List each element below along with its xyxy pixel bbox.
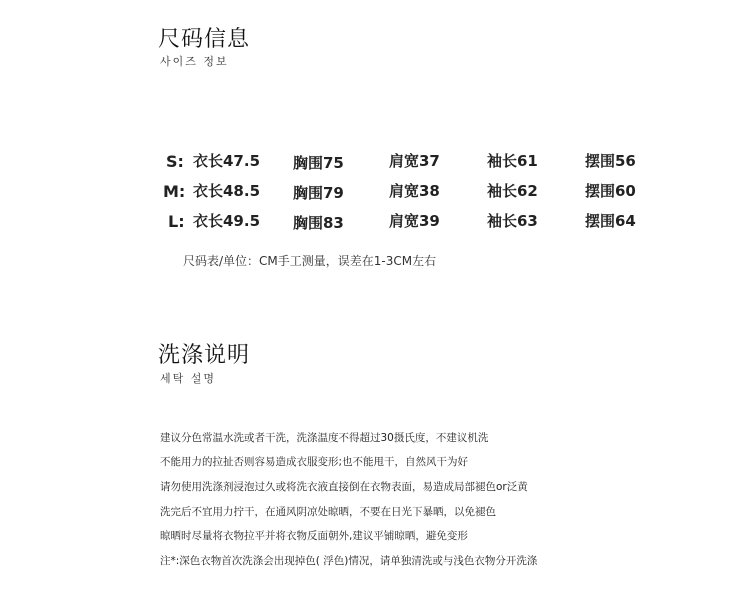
size-info-subtitle: 사이즈 정보 xyxy=(160,55,229,68)
wash-instruction-line: 注*:深色衣物首次洗涤会出现掉色( 浮色)情况，请单独清洗或与浅色衣物分开洗涤 xyxy=(160,555,538,567)
size-cell-chest: 胸围83 xyxy=(293,214,344,232)
size-cell-hem: 摆围60 xyxy=(585,182,636,200)
wash-instruction-line: 晾晒时尽量将衣物拉平并将衣物反面朝外,建议平铺晾晒，避免变形 xyxy=(160,530,468,542)
size-row-s xyxy=(0,150,750,174)
wash-instruction-line: 建议分色常温水洗或者干洗，洗涤温度不得超过30摄氏度，不建议机洗 xyxy=(160,432,489,444)
size-row-m xyxy=(0,180,750,204)
wash-instructions-title: 洗涤说明 xyxy=(158,343,251,368)
wash-instruction-line: 请勿使用洗涤剂浸泡过久或将洗衣液直接倒在衣物表面，易造成局部褪色or泛黄 xyxy=(160,481,528,493)
wash-instructions-subtitle: 세탁 설명 xyxy=(160,372,217,385)
size-cell-chest: 胸围75 xyxy=(293,154,344,172)
size-label: L: xyxy=(168,212,185,231)
size-info-title: 尺码信息 xyxy=(158,27,251,52)
size-cell-hem: 摆围56 xyxy=(585,152,636,170)
size-cell-sleeve: 袖长63 xyxy=(487,212,538,230)
size-cell-chest: 胸围79 xyxy=(293,184,344,202)
size-cell-length: 衣长49.5 xyxy=(193,212,261,230)
wash-instruction-line: 不能用力的拉扯否则容易造成衣服变形;也不能甩干，自然风干为好 xyxy=(160,456,469,468)
size-cell-length: 衣长48.5 xyxy=(193,182,261,200)
size-cell-length: 衣长47.5 xyxy=(193,152,261,170)
wash-instruction-line: 洗完后不宜用力拧干，在通风阴凉处晾晒，不要在日光下暴晒，以免褪色 xyxy=(160,506,496,518)
size-cell-shoulder: 肩宽37 xyxy=(389,152,440,170)
size-row-l xyxy=(0,210,750,234)
size-cell-sleeve: 袖长62 xyxy=(487,182,538,200)
size-label: M: xyxy=(163,182,186,201)
size-cell-sleeve: 袖长61 xyxy=(487,152,538,170)
size-table-note: 尺码表/单位：CM手工测量，误差在1-3CM左右 xyxy=(183,254,437,268)
size-cell-hem: 摆围64 xyxy=(585,212,636,230)
size-cell-shoulder: 肩宽39 xyxy=(389,212,440,230)
size-label: S: xyxy=(166,152,184,171)
size-cell-shoulder: 肩宽38 xyxy=(389,182,440,200)
